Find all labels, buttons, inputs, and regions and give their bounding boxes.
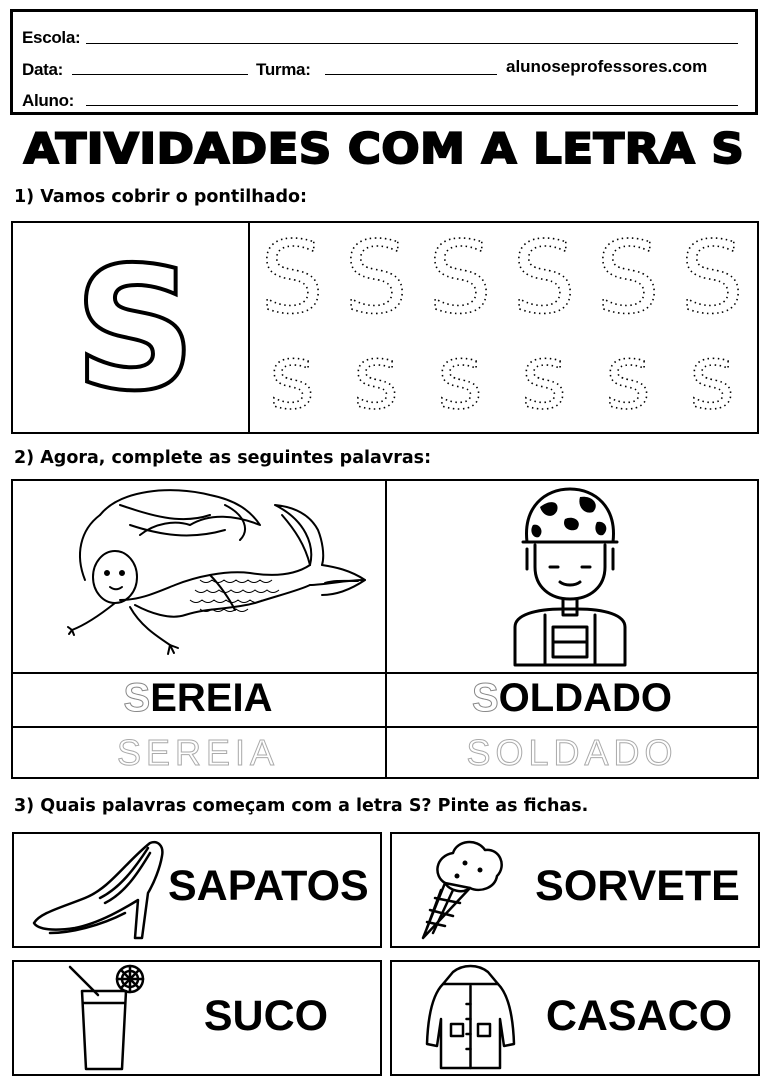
escola-field[interactable]: [86, 43, 738, 44]
word-soldado: SOLDADO: [471, 676, 672, 720]
row-divider-2: [11, 726, 759, 728]
trace-sereia[interactable]: SEREIA: [116, 732, 280, 773]
trace-upper-5: S: [596, 219, 660, 336]
word-sapatos: SAPATOS: [168, 862, 369, 910]
page-title: ATIVIDADES COM A LETRA S: [23, 124, 745, 173]
data-field[interactable]: [72, 74, 248, 75]
word-casaco: CASACO: [545, 992, 733, 1040]
turma-label: Turma:: [256, 60, 311, 79]
word-sereia: SEREIA: [123, 676, 273, 720]
soldier-illustration: [505, 487, 635, 667]
trace-upper-1: S: [260, 219, 324, 336]
ice-cream-cone-icon: [415, 838, 515, 943]
aluno-label: Aluno:: [22, 91, 75, 110]
trace-upper-3: S: [428, 219, 492, 336]
data-label: Data:: [22, 60, 64, 79]
trace-lower-2: s: [353, 326, 399, 429]
aluno-field[interactable]: [86, 105, 738, 106]
svg-text:S: S: [73, 231, 197, 429]
word-sorvete: SORVETE: [535, 862, 740, 910]
big-letter-s: [70, 231, 200, 429]
juice-glass-icon: [62, 963, 147, 1073]
trace-upper-4: S: [512, 219, 576, 336]
trace-lower-6: s: [689, 326, 735, 429]
jacket-icon: [423, 964, 518, 1072]
trace-upper-2: S: [344, 219, 408, 336]
question-3: 3) Quais palavras começam com a letra S? Pinte as fichas.: [14, 796, 589, 816]
mermaid-illustration: [60, 485, 370, 665]
trace-lower-1: s: [269, 326, 315, 429]
trace-lower-3: s: [437, 326, 483, 429]
high-heel-shoe-icon: [30, 838, 170, 943]
trace-lower-4: s: [521, 326, 567, 429]
question-2: 2) Agora, complete as seguintes palavras:: [14, 448, 432, 468]
escola-label: Escola:: [22, 28, 81, 47]
dotted-letters-grid[interactable]: [250, 219, 758, 431]
trace-soldado[interactable]: SOLDADO: [466, 732, 678, 773]
word-suco: SUCO: [203, 992, 329, 1040]
trace-upper-6: S: [680, 219, 744, 336]
row-divider-1: [11, 672, 759, 674]
trace-lower-5: s: [605, 326, 651, 429]
question-1: 1) Vamos cobrir o pontilhado:: [14, 187, 308, 207]
turma-field[interactable]: [325, 74, 497, 75]
site-url: alunoseprofessores.com: [506, 57, 708, 76]
